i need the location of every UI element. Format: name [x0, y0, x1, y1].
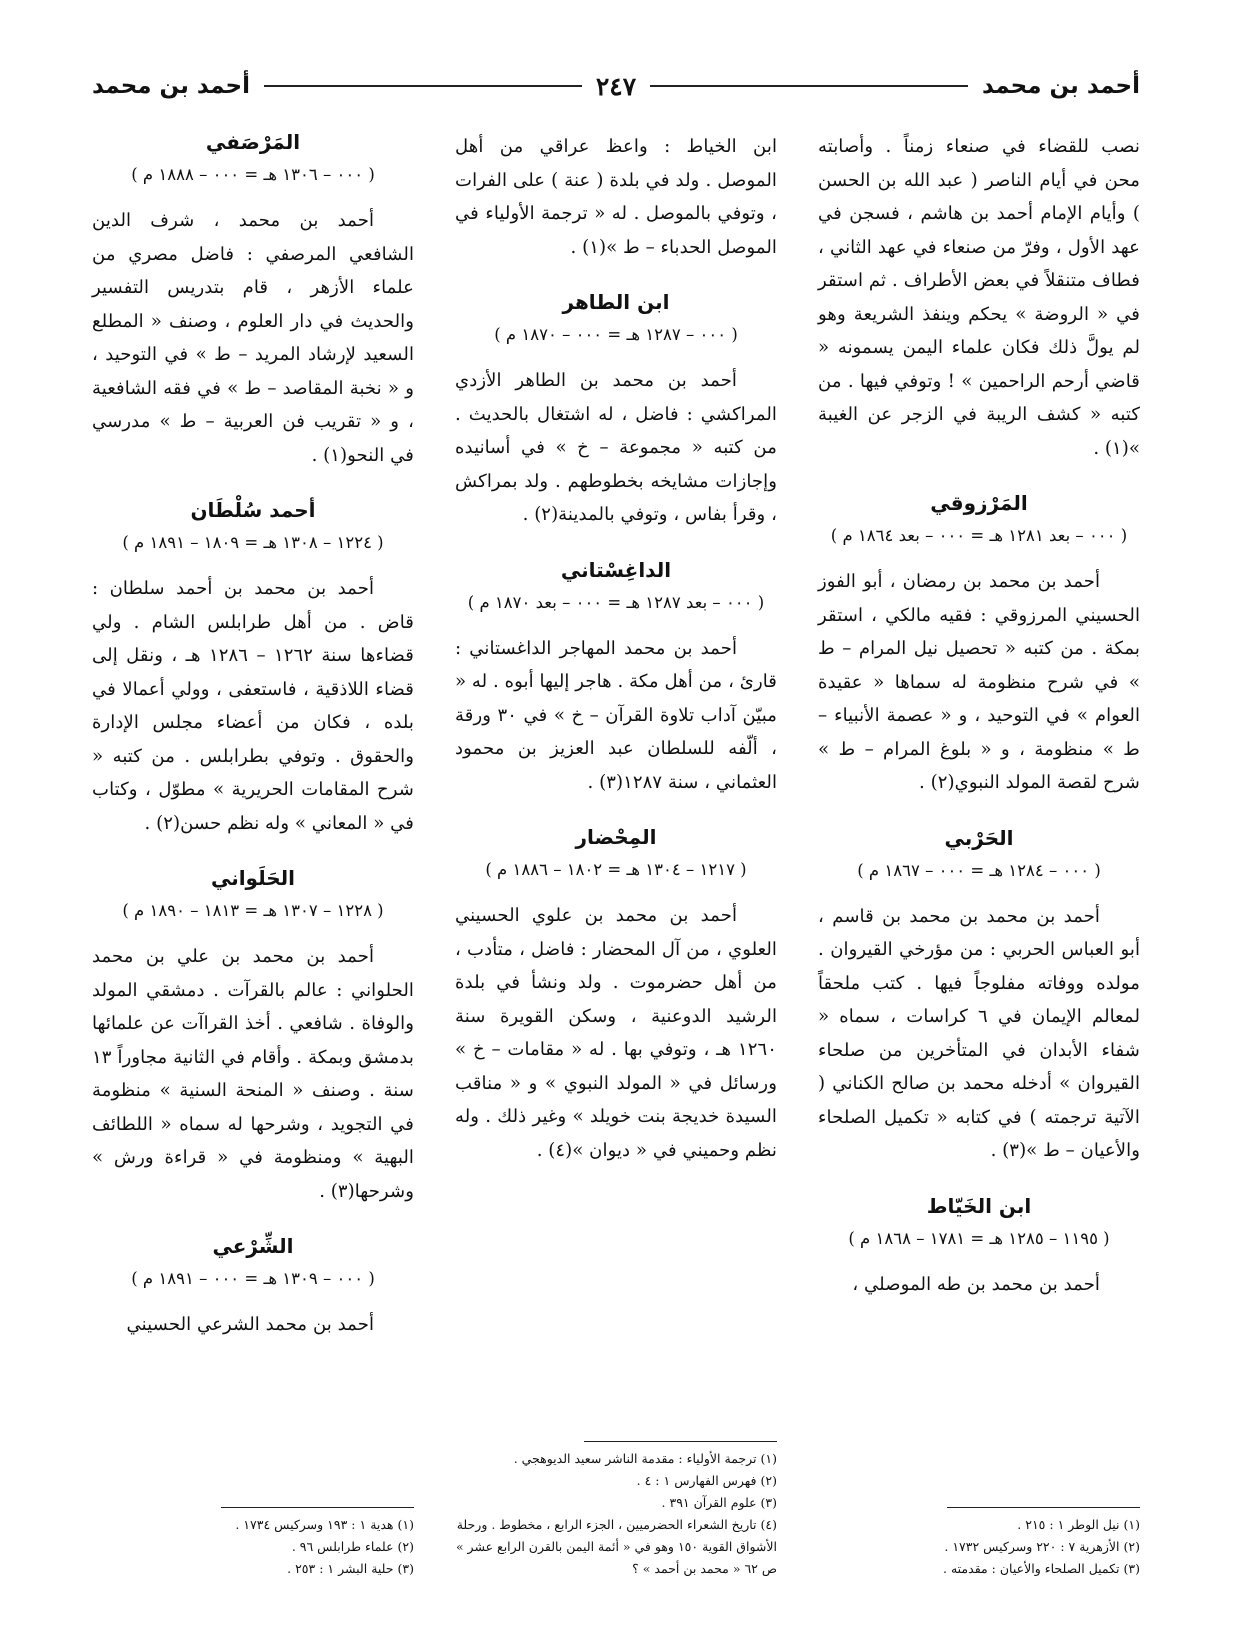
column-middle	[455, 130, 777, 1580]
entry-text: أحمد بن محمد بن الطاهر الأزدي المراكشي : فاضل ، له اشتغال بالحديث . من كتبه « مجموعة – خ » في أسانيده وإجازات مشايخه بخطوطهم . ولد بمراكش ، وقرأ بفاس ، وتوفي بالمدينة(٢) .	[455, 370, 777, 525]
entry-dates: ( ٠٠٠ – ١٢٨٧ هـ = ٠٠٠ – ١٨٧٠ م )	[494, 325, 738, 344]
entry	[455, 825, 777, 1167]
entry	[818, 1194, 1140, 1302]
entry-dates: ( ١٢٢٨ – ١٣٠٧ هـ = ١٨١٣ – ١٨٩٠ م )	[122, 901, 384, 920]
entry-text: أحمد بن محمد بن رمضان ، أبو الفوز الحسيني المرزوقي : فقيه مالكي ، استقر بمكة . من كتبه « تحصيل نيل المرام – ط » في شرح منظومة له سماها « عقيدة العوام » في التوحيد ، و « عصمة الأنبياء – ط » منظومة ، و « بلوغ المرام – ط » شرح لقصة المولد النبوي(٢) .	[818, 571, 1140, 793]
running-header	[92, 66, 1140, 106]
entry-title: أحمد سُلْطَان	[190, 498, 316, 522]
entry-text: أحمد بن محمد الشرعي الحسيني	[126, 1314, 374, 1335]
entry-title: ابن الخَيّاط	[926, 1193, 1032, 1218]
entry-dates: ( ٠٠٠ – ١٣٠٦ هـ = ٠٠٠ – ١٨٨٨ م )	[131, 165, 375, 184]
entry-dates: ( ٠٠٠ – ١٢٨٤ هـ = ٠٠٠ – ١٨٦٧ م )	[857, 860, 1101, 880]
entry-dates: ( ١١٩٥ – ١٢٨٥ هـ = ١٧٨١ – ١٨٦٨ م )	[848, 1228, 1110, 1248]
entry	[92, 498, 414, 840]
footnote: (٣) حلية البشر ١ : ٢٥٣ .	[287, 1561, 414, 1576]
column-left	[92, 130, 414, 1580]
footnote: (٣) علوم القرآن ٣٩١ .	[661, 1495, 777, 1510]
footnote: (٢) علماء طرابلس ٩٦ .	[291, 1539, 414, 1554]
footnote: (١) ترجمة الأولياء : مقدمة الناشر سعيد الديوهجي .	[513, 1451, 777, 1466]
entry-title: ابن الطاهر	[562, 290, 670, 314]
entry	[455, 290, 777, 532]
header-rule	[650, 85, 968, 87]
footnote-rule	[947, 1507, 1140, 1508]
column-right	[818, 130, 1140, 1580]
page-columns	[92, 130, 1140, 1580]
footnote-rule	[221, 1507, 414, 1508]
footnote: (٤) تاريخ الشعراء الحضرميين ، الجزء الرابع ، مخطوط . ورحلة الأشواق القوية ١٥٠ وهو في « أئمة اليمن بالقرن الرابع عشر » ص ٦٢ « محمد بن أحمد » ؟	[455, 1517, 777, 1576]
entry	[92, 130, 414, 472]
entry-title: الحَرْبي	[944, 825, 1014, 850]
entry	[92, 1234, 414, 1342]
footnotes	[455, 1441, 777, 1580]
entry-dates: ( ٠٠٠ – بعد ١٢٨٧ هـ = ٠٠٠ – بعد ١٨٧٠ م )	[467, 592, 765, 612]
entry	[455, 558, 777, 800]
entry-text: نصب للقضاء في صنعاء زمناً . وأصابته محن في أيام الناصر ( عبد الله بن الحسن ) وأيام الإمام أحمد بن هاشم ، فسجن في عهد الأول ، وفرّ من صنعاء في عهد الثاني ، فطاف متنقلاً في بعض الأطراف . ثم استقر في « الروضة » يحكم وينفذ الشريعة وهو لم يولَّ ذلك فكان علماء اليمن يسمونه « قاضي أرحم الراحمين » ! وتوفي فيها . من كتبه « كشف الريبة في الزجر عن الغيبة »(١) .	[818, 136, 1140, 459]
page-number: ٢٤٧	[595, 71, 637, 101]
entry	[818, 826, 1140, 1168]
entry	[818, 130, 1140, 465]
entry-text: أحمد بن محمد بن أحمد سلطان : قاض . من أهل طرابلس الشام . ولي قضاءها سنة ١٢٦٢ – ١٢٨٦ هـ ، ونقل إلى قضاء اللاذقية ، فاستعفى ، وولي أعمالا في بلده ، فكان من أعضاء مجلس الإدارة والحقوق . وتوفي بطرابلس . من كتبه « شرح المقامات الحريرية » مطوّل ، وكتاب في « المعاني » وله نظم حسن(٢) .	[92, 578, 414, 834]
footnote-rule	[584, 1441, 777, 1442]
entry-text: أحمد بن محمد بن محمد بن قاسم ، أبو العباس الحربي : من مؤرخي القيروان . مولده ووفاته مفلوجاً فيها . كتب ملحقاً لمعالم الإيمان في ٦ كراسات ، سماه « شفاء الأبدان في المتأخرين من صلحاء القيروان » أدخله محمد بن صالح الكناني ( الآتية ترجمته ) في كتابه « تكميل الصلحاء والأعيان – ط »(٣) .	[818, 905, 1140, 1161]
entry-title: المَرْصَفي	[205, 130, 301, 154]
entry-dates: ( ١٢١٧ – ١٣٠٤ هـ = ١٨٠٢ – ١٨٨٦ م )	[485, 860, 747, 879]
entry-dates: ( ٠٠٠ – ١٣٠٩ هـ = ٠٠٠ – ١٨٩١ م )	[131, 1269, 375, 1288]
entry-title: الشِّرْعي	[212, 1234, 294, 1258]
entry	[818, 491, 1140, 800]
entry-title: المَرْزوقي	[930, 491, 1028, 515]
entry-text: أحمد بن محمد بن علوي الحسيني العلوي ، من آل المحضار : فاضل ، متأدب ، من أهل حضرموت . ولد ونشأ في بلدة الرشيد الدوعنية ، وسكن القويرة سنة ١٢٦٠ هـ ، وتوفي بها . له « مقامات – خ » ورسائل في « المولد النبوي » و « مناقب السيدة خديجة بنت خويلد » وغير ذلك . وله نظم وحميني في « ديوان »(٤) .	[455, 905, 777, 1161]
entry-dates: ( ٠٠٠ – بعد ١٢٨١ هـ = ٠٠٠ – بعد ١٨٦٤ م )	[830, 526, 1128, 545]
running-title-right: أحمد بن محمد	[981, 73, 1140, 99]
footnote: (٢) فهرس الفهارس ١ : ٤ .	[636, 1473, 777, 1488]
footnote: (١) هدية ١ : ١٩٣ وسركيس ١٧٣٤ .	[235, 1517, 414, 1532]
entry-dates: ( ١٢٢٤ – ١٣٠٨ هـ = ١٨٠٩ – ١٨٩١ م )	[122, 533, 384, 552]
entry-text: أحمد بن محمد ، شرف الدين الشافعي المرصفي : فاضل مصري من علماء الأزهر ، قام بتدريس التفسير والحديث في دار العلوم ، وصنف « المطلع السعيد لإرشاد المريد – ط » في التوحيد ، و « نخبة المقاصد – ط » في فقه الشافعية ، و « تقريب فن العربية – ط » مدرسي في النحو(١) .	[92, 210, 414, 466]
entry-title: الداغِسْتاني	[560, 557, 672, 582]
entry-text: أحمد بن محمد بن طه الموصلي ،	[852, 1273, 1100, 1295]
footnotes	[92, 1507, 414, 1580]
entry-text: أحمد بن محمد بن علي بن محمد الحلواني : عالم بالقرآت . دمشقي المولد والوفاة . شافعي . أخذ القراآت عن علمائها بدمشق وبمكة . وأقام في الثانية مجاوراً ١٣ سنة . وصنف « المنحة السنية » منظومة في التجويد ، وشرحها له سماه « اللطائف البهية » ومنظومة في « قراءة ورش » وشرحها(٣) .	[92, 946, 414, 1202]
running-title-left: أحمد بن محمد	[91, 73, 251, 99]
footnotes	[818, 1507, 1140, 1580]
entry-text: أحمد بن محمد المهاجر الداغستاني : قارئ ، من أهل مكة . هاجر إليها أبوه . له « مبيّن آداب تلاوة القرآن – خ » في ٣٠ ورقة ، ألّفه للسلطان عبد العزيز بن محمود العثماني ، سنة ١٢٨٧(٣) .	[455, 637, 778, 793]
entry-title: المِحْضار	[575, 825, 657, 849]
footnote: (٢) الأزهرية ٧ : ٢٢٠ وسركيس ١٧٣٢ .	[944, 1539, 1140, 1554]
entry-title: الحَلَواني	[210, 866, 296, 890]
footnote: (١) نيل الوطر ١ : ٢١٥ .	[1017, 1517, 1140, 1532]
entry	[92, 866, 414, 1208]
header-rule	[264, 85, 582, 87]
entry-text: ابن الخياط : واعظ عراقي من أهل الموصل . ولد في بلدة ( عنة ) على الفرات ، وتوفي بالموصل . له « ترجمة الأولياء في الموصل الحدباء – ط »(١) .	[455, 136, 777, 258]
entry	[455, 130, 777, 264]
footnote: (٣) تكميل الصلحاء والأعيان : مقدمته .	[943, 1561, 1140, 1576]
